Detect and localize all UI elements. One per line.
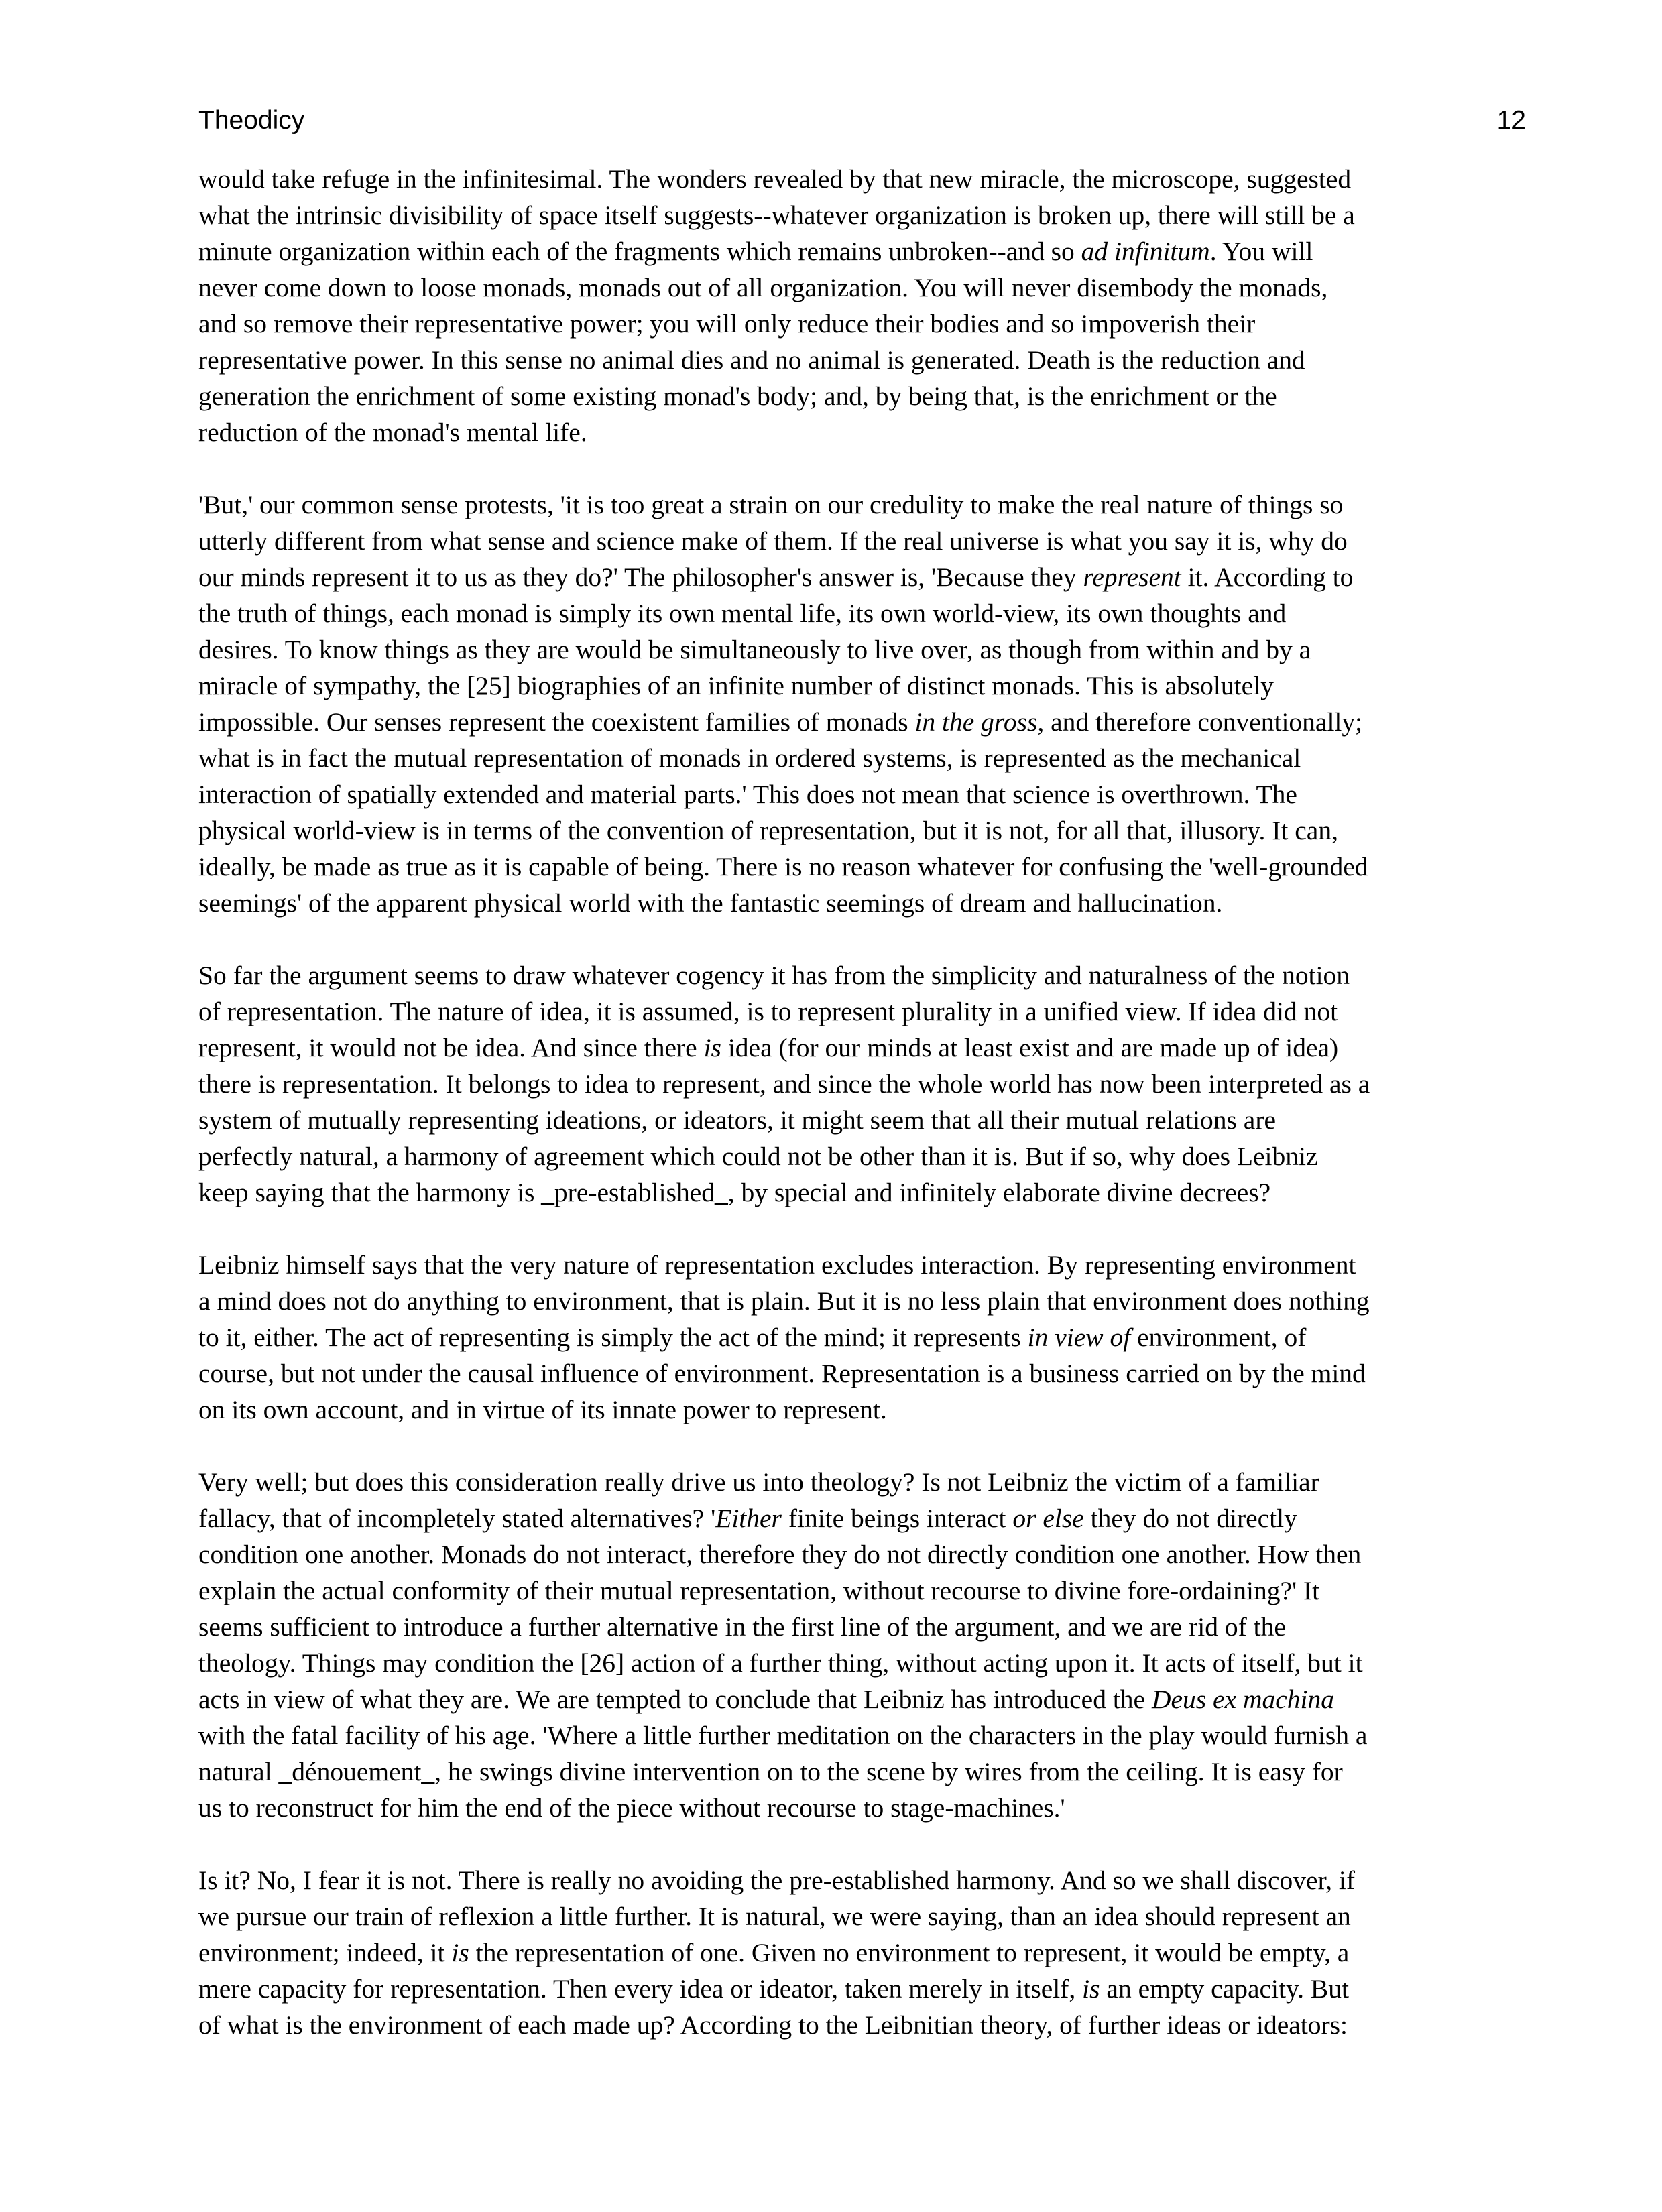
text-segment: 'But,' our common sense protests, 'it is too great a strain on our credulity to make the real nature of things so [198, 490, 1344, 519]
text-line [198, 1971, 1526, 2007]
text-segment: finite beings interact [781, 1503, 1013, 1533]
text-line [198, 1066, 1526, 1102]
paragraph [198, 1247, 1526, 1428]
text-line [198, 2007, 1526, 2043]
text-segment: it. According to [1181, 562, 1354, 592]
text-line [198, 812, 1526, 849]
text-segment: with the fatal facility of his age. 'Where a little further meditation on the characters in the play would furnish a [198, 1721, 1368, 1750]
text-segment: what is in fact the mutual representation of monads in ordered systems, is represented as the mechanical [198, 743, 1301, 773]
text-segment: Is it? No, I fear it is not. There is really no avoiding the pre-established harmony. And so we shall discover, if [198, 1865, 1356, 1895]
text-segment: system of mutually representing ideations, or ideators, it might seem that all their mutual relations are [198, 1105, 1277, 1135]
text-line [198, 233, 1526, 269]
text-line [198, 1355, 1526, 1392]
text-line [198, 1174, 1526, 1211]
text-line [198, 668, 1526, 704]
text-segment: So far the argument seems to draw whatever cogency it has from the simplicity and naturalness of the notion [198, 961, 1350, 990]
text-line [198, 1681, 1526, 1717]
text-segment: explain the actual conformity of their mutual representation, without recourse to divine fore-ordaining?' It [198, 1576, 1320, 1605]
text-line [198, 1790, 1526, 1826]
text-line [198, 1717, 1526, 1754]
text-line [198, 1392, 1526, 1428]
text-segment: idea (for our minds at least exist and are made up of idea) [721, 1033, 1339, 1062]
text-segment: reduction of the monad's mental life. [198, 418, 587, 447]
text-segment: condition one another. Monads do not interact, therefore they do not directly condition one another. How then [198, 1540, 1362, 1569]
paragraph [198, 161, 1526, 450]
text-segment: the truth of things, each monad is simply its own mental life, its own world-view, its own thoughts and [198, 599, 1287, 628]
text-line [198, 523, 1526, 559]
italic-text: is [451, 1938, 469, 1967]
text-segment: and so remove their representative power; you will only reduce their bodies and so impoverish their [198, 309, 1256, 339]
text-line [198, 1030, 1526, 1066]
body-text [198, 161, 1526, 2079]
text-segment: , and therefore conventionally; [1037, 707, 1363, 737]
text-segment: represent, it would not be idea. And since there [198, 1033, 704, 1062]
paragraph [198, 487, 1526, 921]
text-line [198, 197, 1526, 233]
italic-text: Deus ex machina [1151, 1684, 1334, 1714]
italic-text: ad infinitum [1081, 237, 1210, 266]
text-line [198, 1898, 1526, 1934]
paragraph [198, 1862, 1526, 2043]
italic-text: or else [1012, 1503, 1084, 1533]
text-line [198, 631, 1526, 668]
text-line [198, 378, 1526, 414]
text-segment: keep saying that the harmony is _pre-established_, by special and infinitely elaborate divine decrees? [198, 1178, 1271, 1207]
text-line [198, 1319, 1526, 1355]
text-segment: utterly different from what sense and science make of them. If the real universe is what you say it is, why do [198, 526, 1348, 556]
text-line [198, 740, 1526, 776]
text-segment: desires. To know things as they are would be simultaneously to live over, as though from within and by a [198, 635, 1311, 664]
text-line [198, 776, 1526, 812]
text-line [198, 1934, 1526, 1971]
text-line [198, 161, 1526, 197]
text-line [198, 342, 1526, 378]
text-line [198, 1102, 1526, 1138]
text-line [198, 559, 1526, 595]
text-line [198, 1247, 1526, 1283]
text-segment: physical world-view is in terms of the convention of representation, but it is not, for all that, illusory. It can, [198, 816, 1338, 845]
italic-text: Either [715, 1503, 782, 1533]
text-segment: the representation of one. Given no environment to represent, it would be empty, a [469, 1938, 1350, 1967]
text-segment: generation the enrichment of some existing monad's body; and, by being that, is the enrichment or the [198, 381, 1277, 411]
text-segment: an empty capacity. But [1100, 1974, 1350, 2004]
text-segment: to it, either. The act of representing is simply the act of the mind; it represents [198, 1323, 1028, 1352]
italic-text: in the gross [914, 707, 1038, 737]
text-line [198, 1862, 1526, 1898]
text-segment: minute organization within each of the fragments which remains unbroken--and so [198, 237, 1081, 266]
text-line [198, 1464, 1526, 1500]
text-line [198, 1536, 1526, 1573]
text-segment: theology. Things may condition the [26] action of a further thing, without acting upon it. It acts of itself, but it [198, 1648, 1363, 1678]
text-line [198, 849, 1526, 885]
text-line [198, 1645, 1526, 1681]
text-line [198, 1283, 1526, 1319]
paragraph [198, 1464, 1526, 1826]
text-line [198, 957, 1526, 993]
text-segment: acts in view of what they are. We are tempted to conclude that Leibniz has introduced the [198, 1684, 1152, 1714]
text-segment: would take refuge in the infinitesimal. The wonders revealed by that new miracle, the microscope, suggested [198, 164, 1352, 194]
text-segment: seemings' of the apparent physical world with the fantastic seemings of dream and hallucination. [198, 888, 1223, 918]
text-line [198, 414, 1526, 450]
text-segment: on its own account, and in virtue of its innate power to represent. [198, 1395, 887, 1424]
text-segment: Very well; but does this consideration really drive us into theology? Is not Leibniz the victim of a familiar [198, 1467, 1319, 1497]
text-segment: our minds represent it to us as they do?' The philosopher's answer is, 'Because they [198, 562, 1083, 592]
text-line [198, 487, 1526, 523]
text-line [198, 885, 1526, 921]
page-header [198, 101, 1526, 141]
text-segment: ideally, be made as true as it is capable of being. There is no reason whatever for confusing the 'well-grounded [198, 852, 1368, 881]
text-segment: fallacy, that of incompletely stated alternatives? ' [198, 1503, 716, 1533]
text-segment: we pursue our train of reflexion a little further. It is natural, we were saying, than an idea should represent an [198, 1902, 1351, 1931]
text-segment: . You will [1209, 237, 1313, 266]
text-line [198, 306, 1526, 342]
text-line [198, 595, 1526, 631]
text-segment: interaction of spatially extended and material parts.' This does not mean that science is overthrown. The [198, 780, 1297, 809]
italic-text: is [703, 1033, 721, 1062]
italic-text: in view of [1027, 1323, 1131, 1352]
italic-text: is [1082, 1974, 1100, 2004]
text-segment: Leibniz himself says that the very nature of representation excludes interaction. By representing environment [198, 1250, 1356, 1280]
text-segment: miracle of sympathy, the [25] biographies of an infinite number of distinct monads. This is absolutely [198, 671, 1274, 700]
text-segment: natural _dénouement_, he swings divine intervention on to the scene by wires from the ceiling. It is easy for [198, 1757, 1343, 1786]
text-line [198, 1573, 1526, 1609]
text-segment: of what is the environment of each made up? According to the Leibnitian theory, of further ideas or ideators: [198, 2010, 1348, 2040]
text-segment: seems sufficient to introduce a further alternative in the first line of the argument, and we are rid of the [198, 1612, 1286, 1642]
text-line [198, 1500, 1526, 1536]
text-segment: us to reconstruct for him the end of the piece without recourse to stage-machines.' [198, 1793, 1065, 1823]
text-segment: they do not directly [1083, 1503, 1297, 1533]
paragraph [198, 957, 1526, 1211]
text-segment: a mind does not do anything to environment, that is plain. But it is no less plain that environment does nothing [198, 1286, 1370, 1316]
text-segment: representative power. In this sense no animal dies and no animal is generated. Death is the reduction and [198, 345, 1305, 375]
text-segment: mere capacity for representation. Then every idea or ideator, taken merely in itself, [198, 1974, 1083, 2004]
italic-text: represent [1083, 562, 1181, 592]
text-line [198, 1754, 1526, 1790]
text-segment: there is representation. It belongs to idea to represent, and since the whole world has now been interpreted as a [198, 1069, 1370, 1099]
text-line [198, 269, 1526, 306]
text-segment: perfectly natural, a harmony of agreement which could not be other than it is. But if so, why does Leibniz [198, 1142, 1318, 1171]
text-segment: environment, of [1130, 1323, 1307, 1352]
running-title: Theodicy [198, 106, 305, 135]
text-segment: impossible. Our senses represent the coexistent families of monads [198, 707, 915, 737]
text-line [198, 1609, 1526, 1645]
text-line [198, 1138, 1526, 1174]
text-segment: of representation. The nature of idea, it is assumed, is to represent plurality in a unified view. If idea did not [198, 997, 1338, 1026]
text-segment: environment; indeed, it [198, 1938, 452, 1967]
text-line [198, 993, 1526, 1030]
text-line [198, 704, 1526, 740]
page-number: 12 [1496, 106, 1526, 135]
text-segment: never come down to loose monads, monads out of all organization. You will never disembody the monads, [198, 273, 1328, 302]
text-segment: what the intrinsic divisibility of space itself suggests--whatever organization is broken up, there will still be a [198, 200, 1355, 230]
text-segment: course, but not under the causal influence of environment. Representation is a business carried on by the mind [198, 1359, 1366, 1388]
